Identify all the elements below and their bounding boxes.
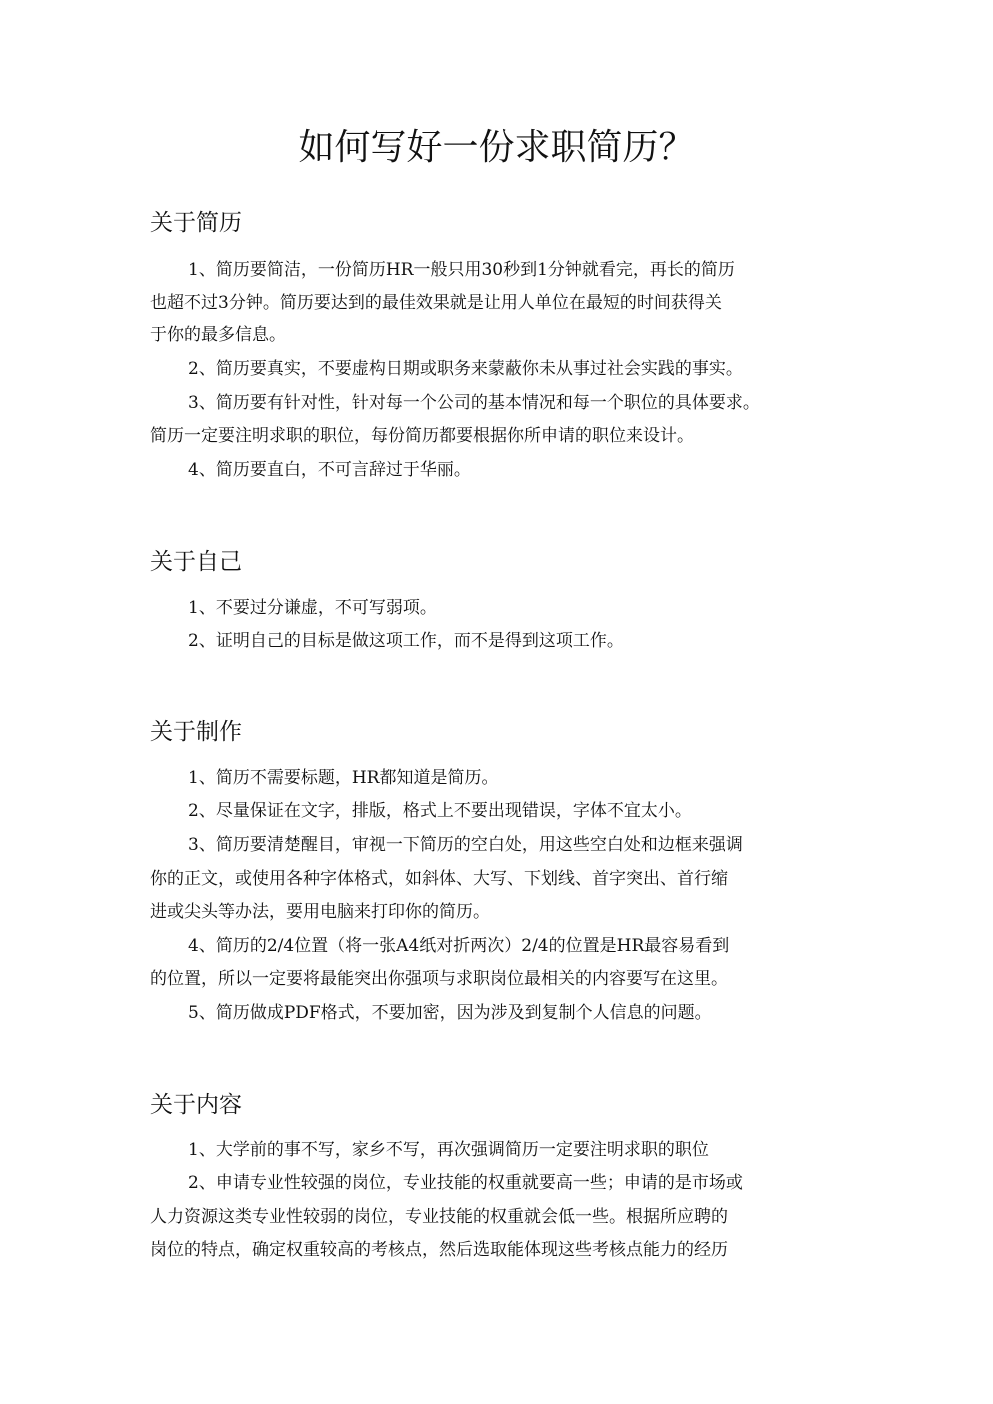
paragraph-line: 人力资源这类专业性较弱的岗位，专业技能的权重就会低一些。根据所应聘的 bbox=[150, 1207, 728, 1227]
paragraph-line: 1、简历要简洁，一份简历HR一般只用30秒到1分钟就看完，再长的简历 bbox=[188, 260, 735, 280]
paragraph-line: 4、简历要直白，不可言辞过于华丽。 bbox=[188, 460, 471, 480]
section-heading-production: 关于制作 bbox=[150, 719, 242, 745]
paragraph-line: 2、证明自己的目标是做这项工作，而不是得到这项工作。 bbox=[188, 631, 624, 651]
paragraph-line: 1、大学前的事不写，家乡不写，再次强调简历一定要注明求职的职位 bbox=[188, 1140, 709, 1160]
paragraph-line: 2、简历要真实，不要虚构日期或职务来蒙蔽你未从事过社会实践的事实。 bbox=[188, 359, 743, 379]
paragraph-line: 3、简历要清楚醒目，审视一下简历的空白处，用这些空白处和边框来强调 bbox=[188, 835, 743, 855]
paragraph-line: 4、简历的2/4位置（将一张A4纸对折两次）2/4的位置是HR最容易看到 bbox=[188, 936, 730, 956]
paragraph-line: 5、简历做成PDF格式，不要加密，因为涉及到复制个人信息的问题。 bbox=[188, 1003, 712, 1023]
paragraph-line: 也超不过3分钟。简历要达到的最佳效果就是让用人单位在最短的时间获得关 bbox=[150, 293, 722, 313]
paragraph-line: 2、申请专业性较强的岗位，专业技能的权重就要高一些；申请的是市场或 bbox=[188, 1173, 743, 1193]
section-heading-self: 关于自己 bbox=[150, 549, 242, 575]
paragraph-line: 3、简历要有针对性，针对每一个公司的基本情况和每一个职位的具体要求。 bbox=[188, 393, 760, 413]
section-heading-content: 关于内容 bbox=[150, 1092, 242, 1118]
paragraph-line: 2、尽量保证在文字，排版，格式上不要出现错误，字体不宜太小。 bbox=[188, 801, 692, 821]
section-heading-resume: 关于简历 bbox=[150, 210, 242, 236]
page-title: 如何写好一份求职简历？ bbox=[298, 127, 695, 168]
paragraph-line: 进或尖头等办法，要用电脑来打印你的简历。 bbox=[150, 902, 490, 922]
paragraph-line: 简历一定要注明求职的职位，每份简历都要根据你所申请的职位来设计。 bbox=[150, 426, 694, 446]
paragraph-line: 岗位的特点，确定权重较高的考核点，然后选取能体现这些考核点能力的经历 bbox=[150, 1240, 728, 1260]
paragraph-line: 你的正文，或使用各种字体格式，如斜体、大写、下划线、首字突出、首行缩 bbox=[150, 869, 728, 889]
paragraph-line: 1、不要过分谦虚，不可写弱项。 bbox=[188, 598, 437, 618]
paragraph-line: 1、简历不需要标题，HR都知道是简历。 bbox=[188, 768, 499, 788]
paragraph-line: 于你的最多信息。 bbox=[150, 325, 286, 345]
paragraph-line: 的位置，所以一定要将最能突出你强项与求职岗位最相关的内容要写在这里。 bbox=[150, 969, 728, 989]
